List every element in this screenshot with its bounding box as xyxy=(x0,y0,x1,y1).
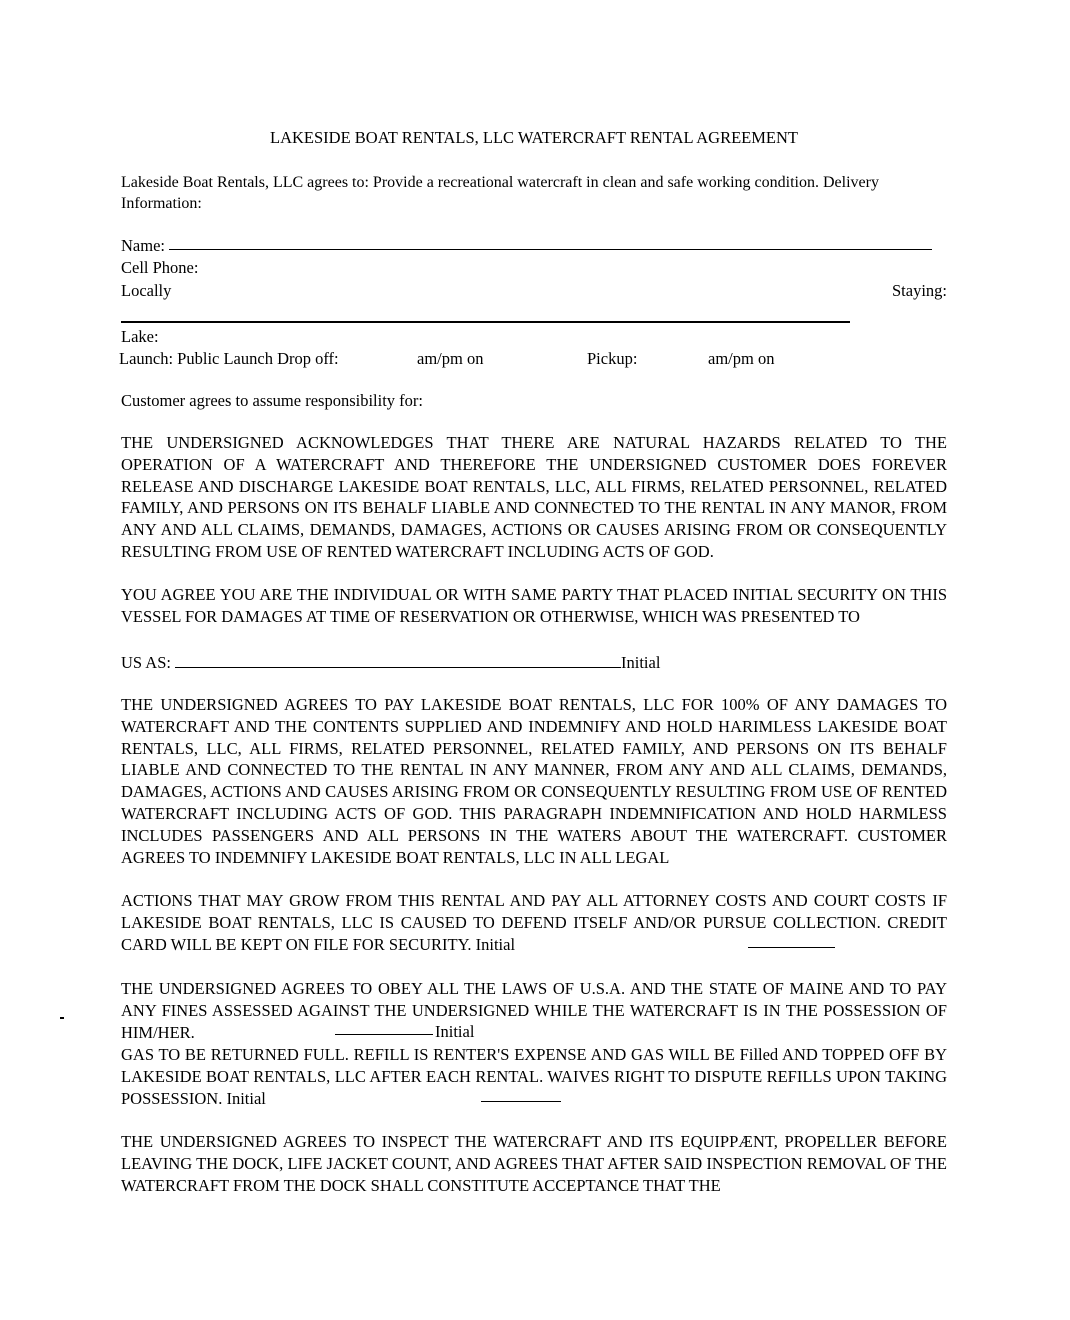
us-as-initial-label: Initial xyxy=(621,653,661,672)
release-paragraph: THE UNDERSIGNED ACKNOWLEDGES THAT THERE ARE NATURAL HAZARDS RELATED TO THE OPERATION OF A WATERCRAFT AND THEREFORE THE UNDERSIGNED CUSTOMER DOES FOREVER RELEASE AND DISCHARGE LAKESIDE BOAT RENTALS, LLC, ALL FIRMS, RELATED PERSONNEL, RELATED FAMILY, AND PERSONS ON ITS BEHALF LIABLE AND CONNECTED TO THE RENTAL IN ANY MANOR, FROM ANY AND ALL CLAIMS, DEMANDS, DAMAGES, ACTIONS OR CAUSES ARISING FROM OR CONSEQUENTLY RESULTING FROM USE OF RENTED WATERCRAFT INCLUDING ACTS OF GOD. xyxy=(121,433,947,561)
document-title: LAKESIDE BOAT RENTALS, LLC WATERCRAFT RENTAL AGREEMENT xyxy=(270,128,798,147)
pickup-ampm-label: am/pm on xyxy=(708,349,775,368)
staying-field[interactable] xyxy=(121,321,850,323)
us-as-field[interactable] xyxy=(175,667,621,668)
cell-phone-label: Cell Phone: xyxy=(121,258,199,277)
security-paragraph: YOU AGREE YOU ARE THE INDIVIDUAL OR WITH SAME PARTY THAT PLACED INITIAL SECURITY ON THIS VESSEL FOR DAMAGES AT TIME OF RESERVATION OR OTHERWISE, WHICH WAS PRESENTED TO xyxy=(121,585,947,626)
dropoff-ampm-label: am/pm on xyxy=(417,349,484,368)
damages-paragraph: THE UNDERSIGNED AGREES TO PAY LAKESIDE BOAT RENTALS, LLC FOR 100% OF ANY DAMAGES TO WATERCRAFT AND THE CONTENTS SUPPLIED AND INDEMNIFY AND HOLD HARIMLESS LAKESIDE BOAT RENTALS, LLC, ALL FIRMS, RELATED PERSONNEL, RELATED FAMILY, AND PERSONS ON ITS BEHALF LIABLE AND CONNECTED TO THE RENTAL IN ANY MANNER, FROM ANY AND ALL CLAIMS, DEMANDS, DAMAGES, ACTIONS AND CAUSES ARISING FROM OR CONSEQUENTLY RESULTING FROM USE OF RENTED WATERCRAFT INCLUDING ACTS OF GOD. THIS PARAGRAPH INDEMNIFICATION AND HOLD HARMLESS INCLUDES PASSENGERS AND ALL PERSONS IN THE WATERS ABOUT THE WATERCRAFT. CUSTOMER AGREES TO INDEMNIFY LAKESIDE BOAT RENTALS, LLC IN ALL LEGAL xyxy=(121,695,947,867)
locally-label: Locally xyxy=(121,281,172,300)
intro-text: Lakeside Boat Rentals, LLC agrees to: Provide a recreational watercraft in clean and safe working condition. Delivery Information: xyxy=(121,174,879,212)
us-as-label: US AS: xyxy=(121,653,171,672)
name-field[interactable] xyxy=(169,249,932,250)
inspection-paragraph: THE UNDERSIGNED AGREES TO INSPECT THE WATERCRAFT AND ITS EQUIPPÆNT, PROPELLER BEFORE LEAVING THE DOCK, LIFE JACKET COUNT, AND AGREES THAT AFTER SAID INSPECTION REMOVAL OF THE WATERCRAFT FROM THE DOCK SHALL CONSTITUTE ACCEPTANCE THAT THE xyxy=(121,1132,947,1195)
responsibility-label: Customer agrees to assume responsibility for: xyxy=(121,391,423,410)
name-label: Name: xyxy=(121,236,165,255)
gas-paragraph: GAS TO BE RETURNED FULL. REFILL IS RENTER'S EXPENSE AND GAS WILL BE Filled AND TOPPED OFF BY LAKESIDE BOAT RENTALS, LLC AFTER EACH RENTAL. WAIVES RIGHT TO DISPUTE REFILLS UPON TAKING POSSESSION. Initial xyxy=(121,1045,947,1108)
gas-initial-field[interactable] xyxy=(481,1101,561,1102)
lake-label: Lake: xyxy=(121,327,159,346)
laws-initial-field[interactable] xyxy=(335,1034,433,1035)
document-page xyxy=(121,0,947,1320)
stray-mark xyxy=(60,1017,64,1019)
legal-initial-field[interactable] xyxy=(748,947,835,948)
laws-initial-label: Initial xyxy=(435,1022,475,1041)
pickup-label: Pickup: xyxy=(587,349,638,368)
launch-label: Launch: Public Launch Drop off: xyxy=(119,349,339,368)
staying-label: Staying: xyxy=(891,281,947,300)
laws-paragraph: THE UNDERSIGNED AGREES TO OBEY ALL THE LAWS OF U.S.A. AND THE STATE OF MAINE AND TO PAY ANY FINES ASSESSED AGAINST THE UNDERSIGNED WHILE THE WATERCRAFT IS IN THE POSSESSION OF HIM/HER. xyxy=(121,979,947,1042)
legal-actions-paragraph: ACTIONS THAT MAY GROW FROM THIS RENTAL AND PAY ALL ATTORNEY COSTS AND COURT COSTS IF LAKESIDE BOAT RENTALS, LLC IS CAUSED TO DEFEND ITSELF AND/OR PURSUE COLLECTION. CREDIT CARD WILL BE KEPT ON FILE FOR SECURITY. Initial xyxy=(121,891,947,954)
